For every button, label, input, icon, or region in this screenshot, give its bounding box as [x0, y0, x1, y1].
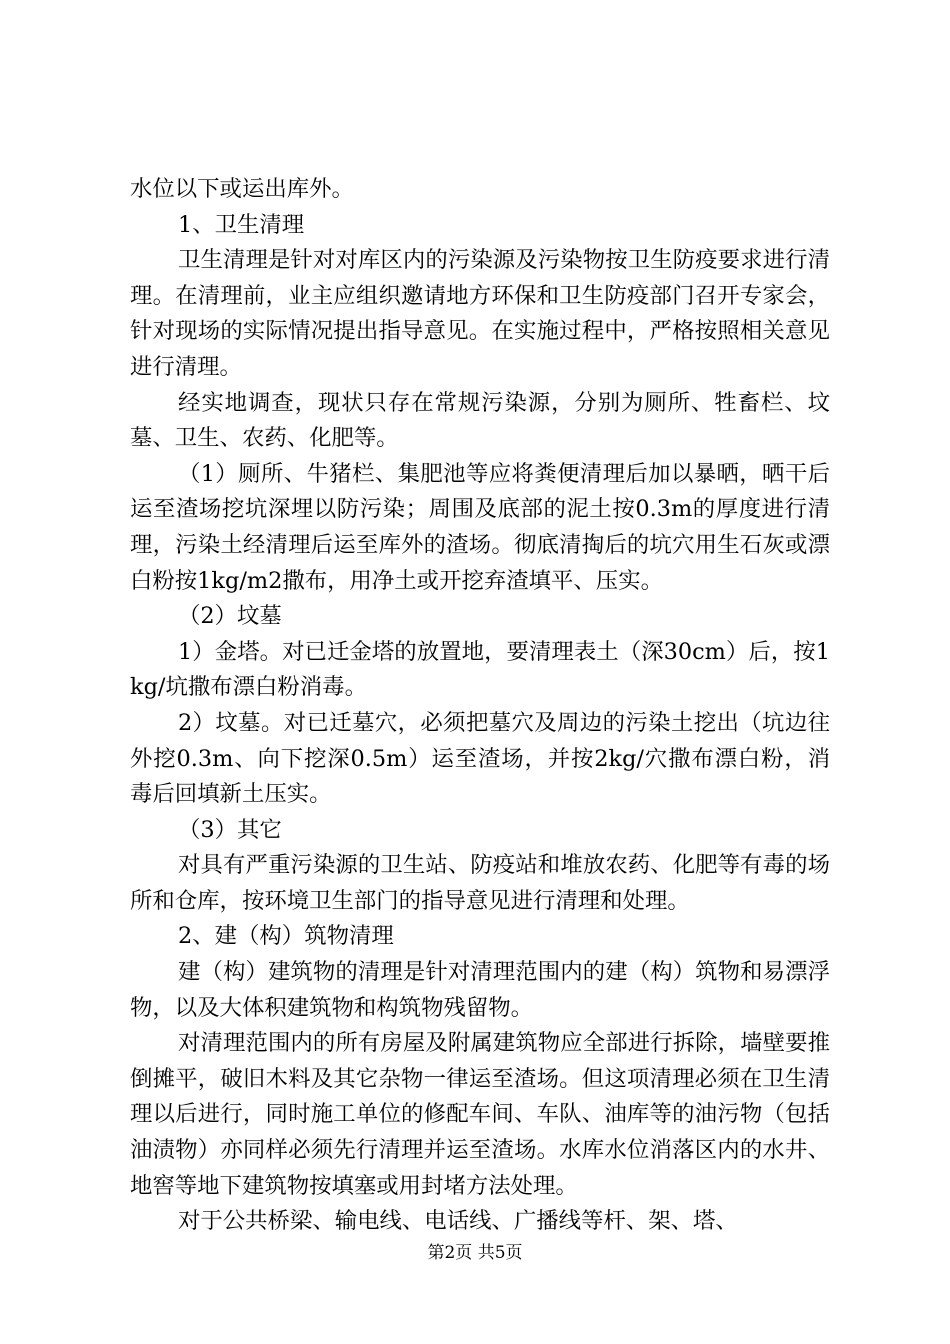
paragraph: （3）其它 [178, 816, 282, 843]
paragraph: 1）金塔。对已迁金塔的放置地，要清理表土（深30cm）后，按1kg/坑撒布漂白粉消毒。 [130, 638, 830, 701]
document-body [130, 172, 830, 1240]
paragraph: 2）坟墓。对已迁墓穴，必须把墓穴及周边的污染土挖出（坑边往外挖0.3m、向下挖深0.5m）运至渣场，并按2kg/穴撒布漂白粉，消毒后回填新土压实。 [130, 709, 830, 808]
paragraph: （2）坟墓 [178, 603, 282, 630]
paragraph: 1、卫生清理 [178, 211, 305, 238]
paragraph: 建（构）建筑物的清理是针对清理范围内的建（构）筑物和易漂浮物，以及大体积建筑物和构筑物残留物。 [130, 959, 830, 1021]
paragraph: 经实地调查，现状只存在常规污染源，分别为厕所、牲畜栏、坟墓、卫生、农药、化肥等。 [130, 389, 830, 452]
paragraph: 卫生清理是针对对库区内的污染源及污染物按卫生防疫要求进行清理。在清理前，业主应组织邀请地方环保和卫生防疫部门召开专家会，针对现场的实际情况提出指导意见。在实施过程中，严格按照相关意见进行清理。 [130, 247, 830, 380]
paragraph: 对具有严重污染源的卫生站、防疫站和堆放农药、化肥等有毒的场所和仓库，按环境卫生部门的指导意见进行清理和处理。 [130, 852, 830, 914]
paragraph: 水位以下或运出库外。 [130, 176, 354, 202]
paragraph: 对清理范围内的所有房屋及附属建筑物应全部进行拆除，墙壁要推倒摊平，破旧木料及其它杂物一律运至渣场。但这项清理必须在卫生清理以后进行，同时施工单位的修配车间、车队、油库等的油污物（包括油渍物）亦同样必须先行清理并运至渣场。水库水位消落区内的水井、地窖等地下建筑物按填塞或用封堵方法处理。 [130, 1030, 830, 1199]
page-footer: 第2页 共5页 [427, 1243, 523, 1263]
paragraph: 对于公共桥梁、输电线、电话线、广播线等杆、架、塔、 [178, 1208, 738, 1235]
paragraph: （1）厕所、牛猪栏、集肥池等应将粪便清理后加以暴晒，晒干后运至渣场挖坑深埋以防污染；周围及底部的泥土按0.3m的厚度进行清理，污染土经清理后运至库外的渣场。彻底清掏后的坑穴用生石灰或漂白粉按1kg/m2撒布，用净土或开挖弃渣填平、压实。 [130, 460, 830, 594]
paragraph: 2、建（构）筑物清理 [178, 923, 394, 950]
